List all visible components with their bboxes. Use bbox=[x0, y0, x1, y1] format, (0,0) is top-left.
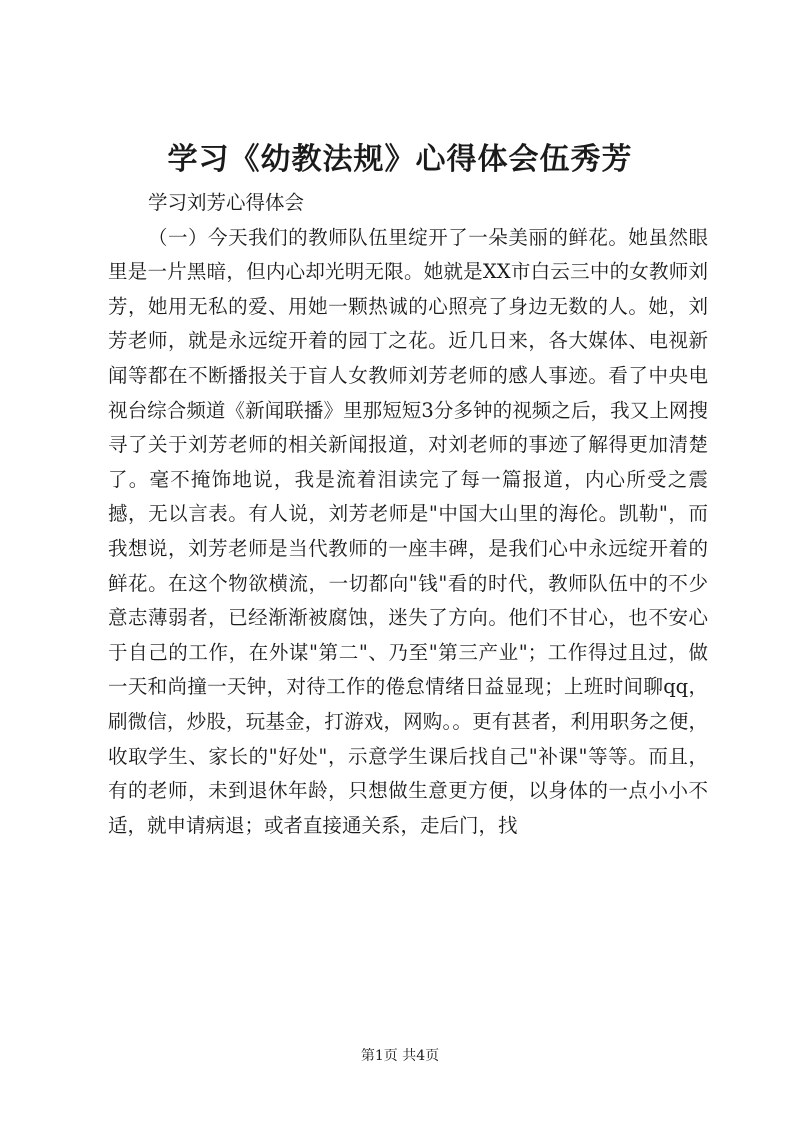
paragraph-main: （一）今天我们的教师队伍里绽开了一朵美丽的鲜花。她虽然眼里是一片黑暗，但内心却光明无限。她就是XX市白云三中的女教师刘芳，她用无私的爱、用她一颗热诚的心照亮了身边无数的人。她，刘芳老师，就是永远绽开着的园丁之花。近几日来，各大媒体、电视新闻等都在不断播报关于盲人女教师刘芳老师的感人事迹。看了中央电视台综合频道《新闻联播》里那短短3分多钟的视频之后，我又上网搜寻了关于刘芳老师的相关新闻报道，对刘老师的事迹了解得更加清楚了。毫不掩饰地说，我是流着泪读完了每一篇报道，内心所受之震撼，无以言表。有人说，刘芳老师是"中国大山里的海伦。凯勒"，而我想说，刘芳老师是当代教师的一座丰碑，是我们心中永远绽开着的鲜花。在这个物欲横流，一切都向"钱"看的时代，教师队伍中的不少意志薄弱者，已经渐渐被腐蚀，迷失了方向。他们不甘心，也不安心于自己的工作，在外谋"第二"、乃至"第三产业"；工作得过且过，做一天和尚撞一天钟，对待工作的倦怠情绪日益显现；上班时间聊qq，刷微信，炒股，玩基金，打游戏，网购。。更有甚者，利用职务之便，收取学生、家长的"好处"，示意学生课后找自己"补课"等等。而且，有的老师，未到退休年龄，只想做生意更方便，以身体的一点小小不适，就申请病退；或者直接通关系，走后门，找 bbox=[108, 225, 708, 837]
paragraph-subtitle: 学习刘芳心得体会 bbox=[148, 191, 305, 214]
document-body bbox=[108, 186, 708, 843]
page-footer: 第1页 共4页 bbox=[360, 1048, 440, 1064]
document-title: 学习《幼教法规》心得体会伍秀芳 bbox=[167, 142, 633, 177]
